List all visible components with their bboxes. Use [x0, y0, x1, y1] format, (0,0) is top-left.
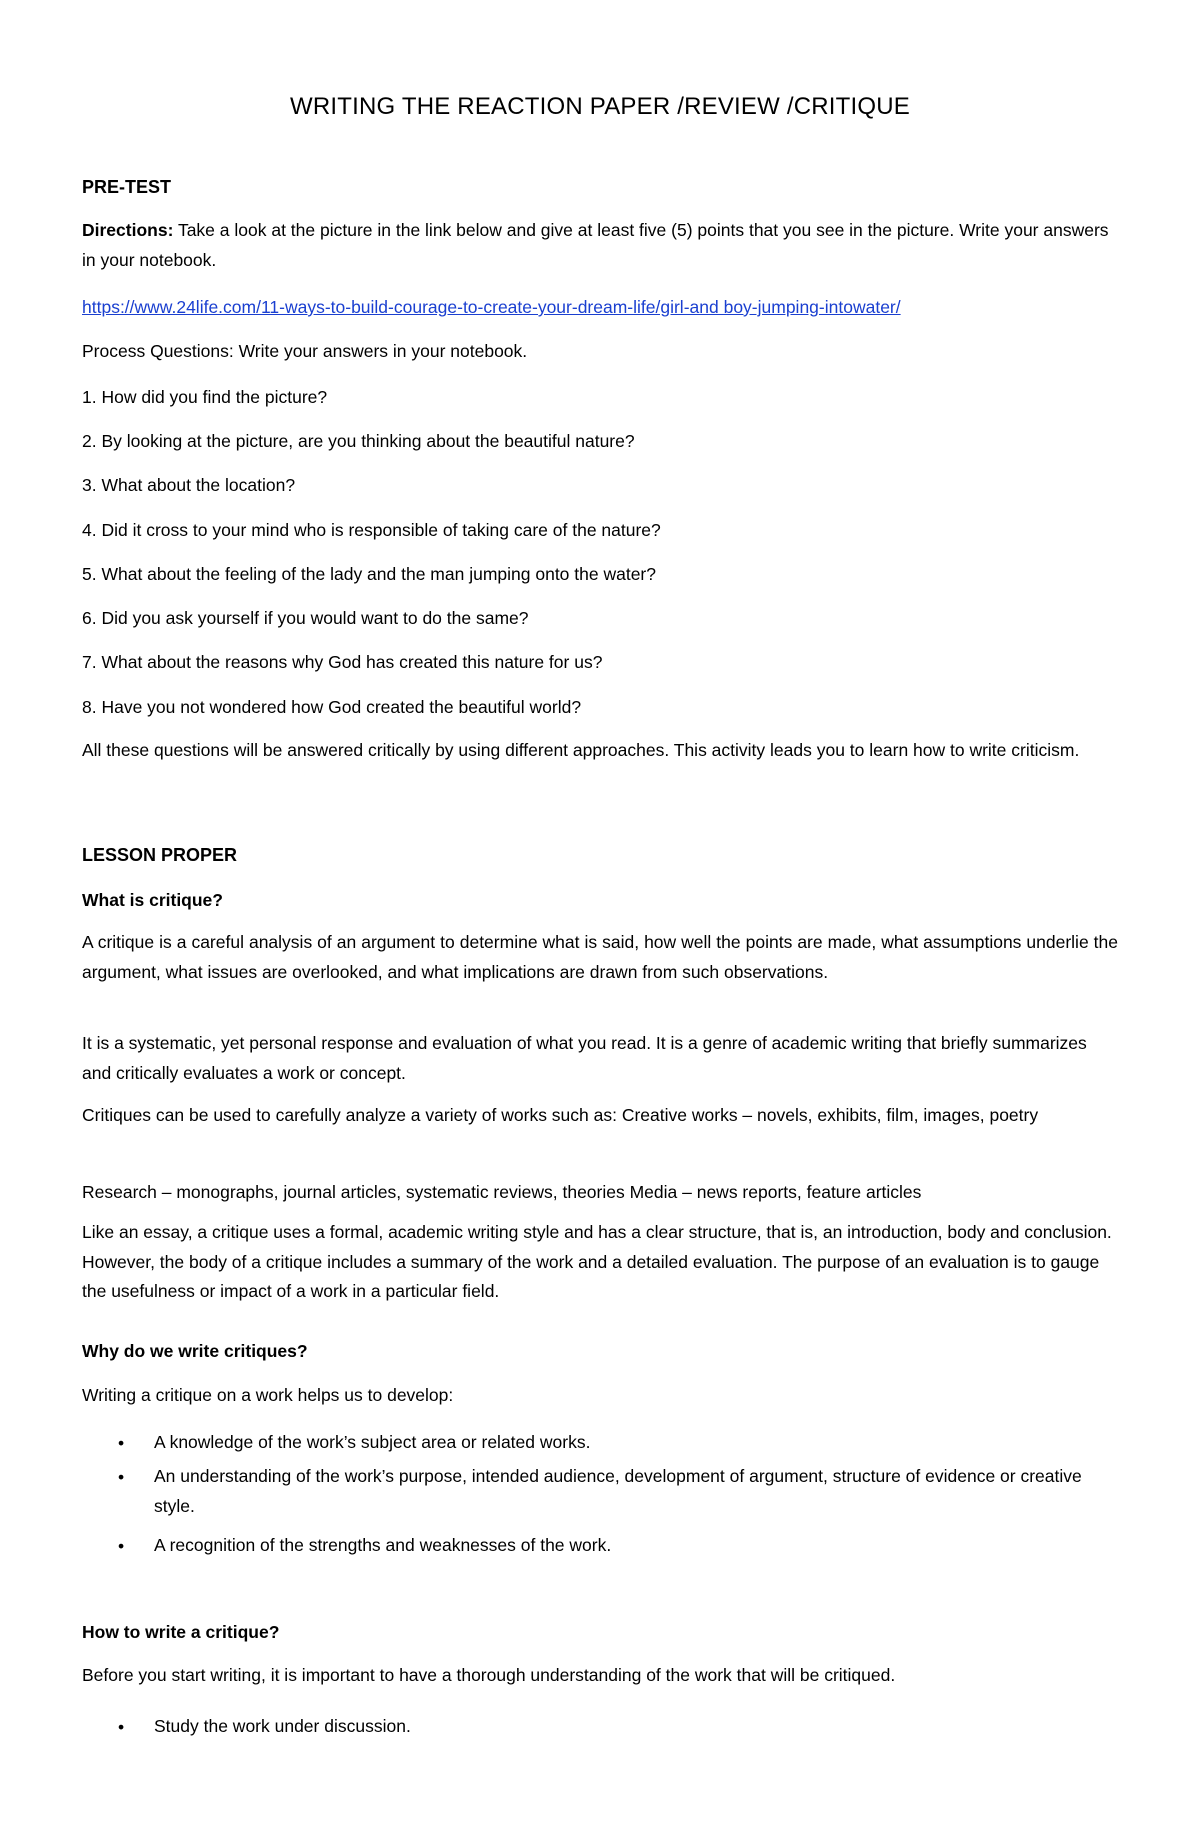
lesson-heading: LESSON PROPER — [82, 845, 238, 865]
why-write-critiques-heading: Why do we write critiques? — [82, 1341, 308, 1361]
question-item: 4. Did it cross to your mind who is responsible of taking care of the nature? — [82, 520, 661, 540]
critique-definition-paragraph: A critique is a careful analysis of an argument to determine what is said, how well the points are made, what assumptions underlie the argument, what issues are overlooked, and what implications are drawn from such observations. — [82, 932, 1118, 982]
systematic-response-paragraph: It is a systematic, yet personal response and evaluation of what you read. It is a genre of academic writing that briefly summarizes and critically evaluates a work or concept. — [82, 1033, 1087, 1083]
why-bullet-item: An understanding of the work’s purpose, intended audience, development of argument, structure of evidence or creative style. — [154, 1466, 1082, 1516]
bullet-icon: • — [118, 1467, 125, 1487]
question-item: 8. Have you not wondered how God created the beautiful world? — [82, 697, 582, 717]
bullet-icon: • — [118, 1536, 125, 1556]
process-questions-intro: Process Questions: Write your answers in your notebook. — [82, 341, 528, 361]
picture-link[interactable]: https://www.24life.com/11-ways-to-build-courage-to-create-your-dream-life/girl-and boy-jumping-intowater/ — [82, 297, 901, 317]
why-bullet-item: A recognition of the strengths and weaknesses of the work. — [154, 1535, 612, 1555]
directions-text: Take a look at the picture in the link below and give at least five (5) points that you see in the picture. Write your answers in your notebook. — [82, 220, 1109, 270]
how-bullet-item: Study the work under discussion. — [154, 1716, 411, 1736]
question-item: 2. By looking at the picture, are you thinking about the beautiful nature? — [82, 431, 635, 451]
directions-paragraph — [82, 216, 1118, 275]
question-item: 5. What about the feeling of the lady and the man jumping onto the water? — [82, 564, 656, 584]
question-item: 7. What about the reasons why God has created this nature for us? — [82, 652, 603, 672]
research-media-paragraph: Research – monographs, journal articles, systematic reviews, theories Media – news reports, feature articles — [82, 1182, 922, 1202]
why-intro: Writing a critique on a work helps us to develop: — [82, 1385, 454, 1405]
document-page — [82, 0, 1118, 1835]
pretest-closing-paragraph: All these questions will be answered critically by using different approaches. This activity leads you to learn how to write criticism. — [82, 740, 1080, 760]
critique-uses-paragraph: Critiques can be used to carefully analyze a variety of works such as: Creative works – novels, exhibits, film, images, poetry — [82, 1105, 1039, 1125]
why-bullet-item: A knowledge of the work’s subject area or related works. — [154, 1432, 591, 1452]
what-is-critique-heading: What is critique? — [82, 890, 223, 910]
question-item: 6. Did you ask yourself if you would want to do the same? — [82, 608, 529, 628]
how-intro: Before you start writing, it is important to have a thorough understanding of the work that will be critiqued. — [82, 1665, 896, 1685]
how-to-write-heading: How to write a critique? — [82, 1622, 280, 1642]
directions-label: Directions: — [82, 220, 174, 240]
document-title: WRITING THE REACTION PAPER /REVIEW /CRITIQUE — [290, 93, 910, 120]
bullet-icon: • — [118, 1433, 125, 1453]
bullet-icon: • — [118, 1717, 125, 1737]
picture-link-line — [82, 296, 901, 318]
pretest-heading: PRE-TEST — [82, 177, 172, 197]
essay-structure-paragraph: Like an essay, a critique uses a formal, academic writing style and has a clear structure, that is, an introduction, body and conclusion. However, the body of a critique includes a summary of the work and a detailed evaluation. The purpose of an evaluation is to gauge the usefulness or impact of a work in a particular field. — [82, 1222, 1112, 1301]
question-item: 1. How did you find the picture? — [82, 387, 328, 407]
question-item: 3. What about the location? — [82, 475, 296, 495]
